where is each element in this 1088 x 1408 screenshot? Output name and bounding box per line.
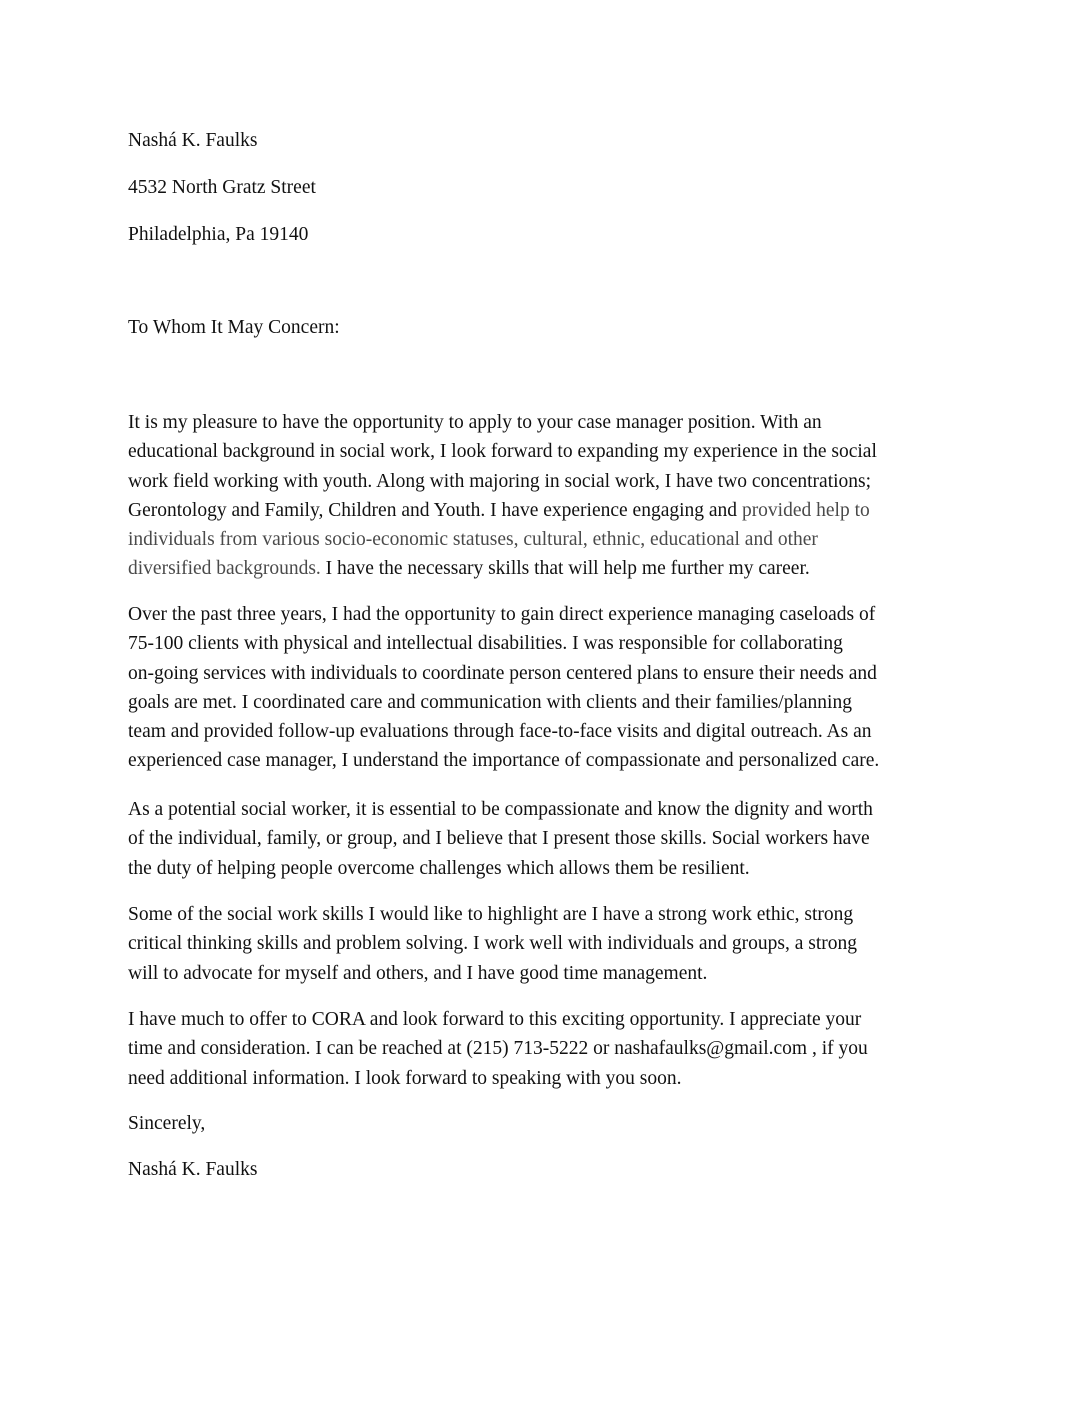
paragraph-skills [128,900,958,988]
paragraph-line [128,554,958,583]
paragraph-line: team and provided follow-up evaluations through face-to-face visits and digital outreach. As an [128,721,872,743]
paragraph-line: Some of the social work skills I would like to highlight are I have a strong work ethic, strong [128,904,854,925]
paragraph-closing [128,1005,958,1093]
paragraph-line: Over the past three years, I had the opportunity to gain direct experience managing caseloads of [128,604,876,625]
paragraph-line: individuals from various socio-economic statuses, cultural, ethnic, educational and other [128,529,818,551]
paragraph-line-segment: Gerontology and Family, Children and Youth. I have experience engaging and [128,499,742,521]
paragraph-line: work field working with youth. Along with majoring in social work, I have two concentrations; [128,470,872,492]
paragraph-line: time and consideration. I can be reached at (215) 713-5222 or nashafaulks@gmail.com , if you [128,1038,868,1060]
paragraph-line: goals are met. I coordinated care and communication with clients and their families/planning [128,691,852,713]
paragraph-line: need additional information. I look forward to speaking with you soon. [128,1067,682,1089]
paragraph-line: As a potential social worker, it is essential to be compassionate and know the dignity and worth [128,799,873,820]
paragraph-line: I have much to offer to CORA and look forward to this exciting opportunity. I appreciate your [128,1009,862,1030]
paragraph-experience [128,600,958,776]
paragraph-line: experienced case manager, I understand the importance of compassionate and personalized care. [128,750,880,772]
paragraph-line-segment: I have the necessary skills that will help me further my career. [320,558,810,580]
paragraph-line: on-going services with individuals to coordinate person centered plans to ensure their needs and [128,662,877,684]
paragraph-line: educational background in social work, I look forward to expanding my experience in the social [128,441,877,463]
paragraph-intro [128,408,958,584]
signature: Nashá K. Faulks [128,1159,258,1180]
paragraph-line [128,496,958,525]
paragraph-line: 75-100 clients with physical and intellectual disabilities. I was responsible for collaborating [128,633,843,655]
sender-name: Nashá K. Faulks [128,130,258,151]
sender-city: Philadelphia, Pa 19140 [128,224,309,245]
paragraph-line-segment: diversified backgrounds. [128,558,321,580]
paragraph-line-segment: provided help to [741,499,870,521]
paragraph-values [128,795,958,883]
paragraph-line: It is my pleasure to have the opportunity to apply to your case manager position. With an [128,412,822,433]
paragraph-line: of the individual, family, or group, and I believe that I present those skills. Social workers have [128,828,870,850]
sender-street: 4532 North Gratz Street [128,177,316,198]
salutation: To Whom It May Concern: [128,317,340,338]
paragraph-line: the duty of helping people overcome challenges which allows them be resilient. [128,857,750,879]
paragraph-line: will to advocate for myself and others, and I have good time management. [128,962,708,984]
closing: Sincerely, [128,1113,206,1134]
paragraph-line: critical thinking skills and problem solving. I work well with individuals and groups, a strong [128,933,857,955]
